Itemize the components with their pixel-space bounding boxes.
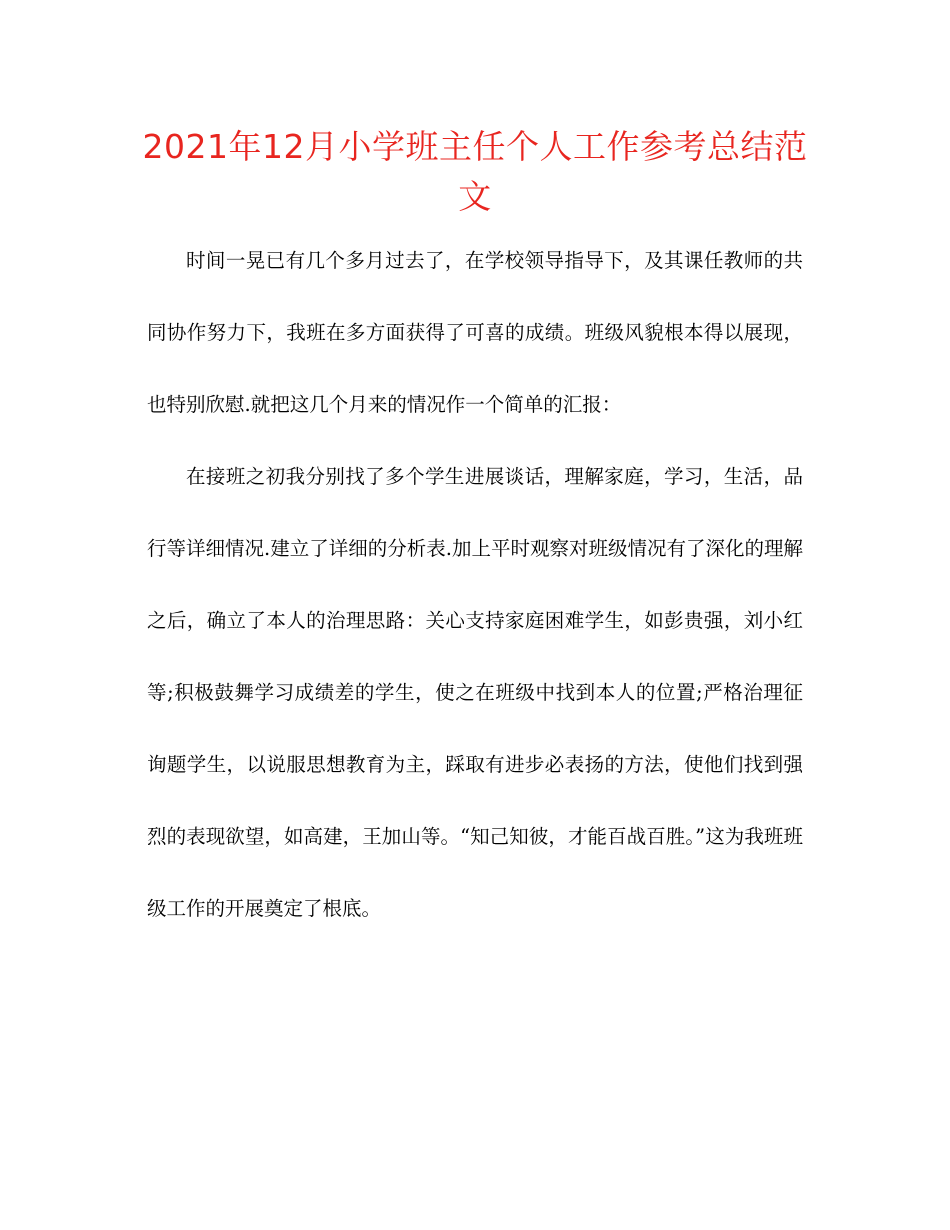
paragraph-1: 时间一晃已有几个多月过去了，在学校领导指导下，及其课任教师的共同协作努力下，我班在多方面获得了可喜的成绩。班级风貌根本得以展现，也特别欣慰.就把这几个月来的情况作一个简单的汇报：: [147, 249, 803, 416]
document-title: 2021年12月小学班主任个人工作参考总结范文: [142, 127, 808, 216]
document-body: [147, 225, 803, 945]
paragraph-2: 在接班之初我分别找了多个学生进展谈话，理解家庭，学习，生活，品行等详细情况.建立了详细的分析表.加上平时观察对班级情况有了深化的理解之后，确立了本人的治理思路：关心支持家庭困难学生，如彭贵强，刘小红等;积极鼓舞学习成绩差的学生，使之在班级中找到本人的位置;严格治理征询题学生，以说服思想教育为主，踩取有进步必表扬的方法，使他们找到强烈的表现欲望，如高建，王加山等。“知己知彼，才能百战百胜。”这为我班班级工作的开展奠定了根底。: [147, 465, 803, 920]
